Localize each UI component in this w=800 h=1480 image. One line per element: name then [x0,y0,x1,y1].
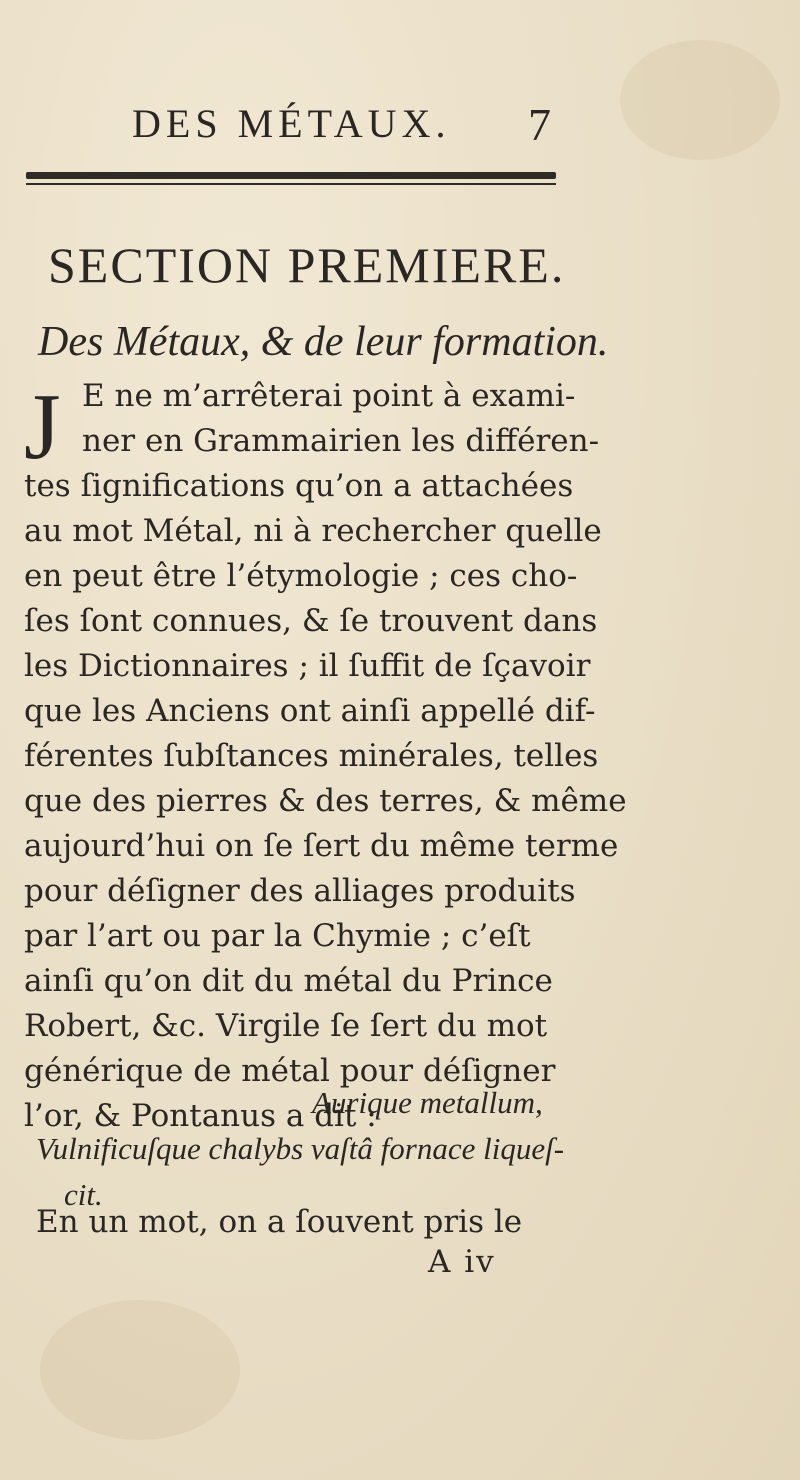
body-line: férentes ſubſtances minérales, telles [24,738,599,774]
body-line: Robert, &c. Virgile ſe ſert du mot [24,1008,548,1044]
closing-line: En un mot, on a ſouvent pris le [36,1204,523,1240]
page-number: 7 [528,99,551,150]
section-subtitle: Des Métaux, & de leur formation. [38,319,609,365]
body-line: que les Anciens ont ainſi appellé dif- [24,693,596,729]
body-line: par l’art ou par la Chymie ; c’eſt [24,918,531,954]
body-line: l’or, & Pontanus a dit : [24,1098,377,1134]
header-rule-thick [26,172,556,179]
drop-cap: J [24,375,61,479]
body-line: aujourd’hui on ſe ſert du même terme [24,828,619,864]
verse-line: cit. [64,1177,103,1212]
body-line: en peut être l’étymologie ; ces cho- [24,558,578,594]
body-line: ner en Grammairien les différen- [82,423,600,459]
latin-verse [36,1080,596,1218]
running-head [0,100,800,160]
section-title: SECTION PREMIERE. [48,237,566,293]
body-line: tes ſignifications qu’on a attachées [24,468,574,504]
body-line: au mot Métal, ni à rechercher quelle [24,513,602,549]
body-line: les Dictionnaires ; il ſuffit de ſçavoir [24,648,591,684]
verse-line: Vulnificuſque chalybs vaſtâ fornace liqueſ- [36,1131,565,1166]
paper-stain [40,1300,240,1440]
body-paragraph [24,374,627,1139]
header-rule-thin [26,183,556,185]
body-line: que des pierres & des terres, & même [24,783,627,819]
body-line: ſes ſont connues, & ſe trouvent dans [24,603,598,639]
body-line: ainſi qu’on dit du métal du Prince [24,963,553,999]
signature-mark: A iv [428,1244,496,1280]
verse-line: Aurique metallum, [312,1085,543,1120]
body-line: générique de métal pour déſigner [24,1053,556,1089]
body-line: E ne m’arrêterai point à exami- [82,378,576,414]
body-line: pour déſigner des alliages produits [24,873,576,909]
running-head-title: DES MÉTAUX. [132,101,451,146]
